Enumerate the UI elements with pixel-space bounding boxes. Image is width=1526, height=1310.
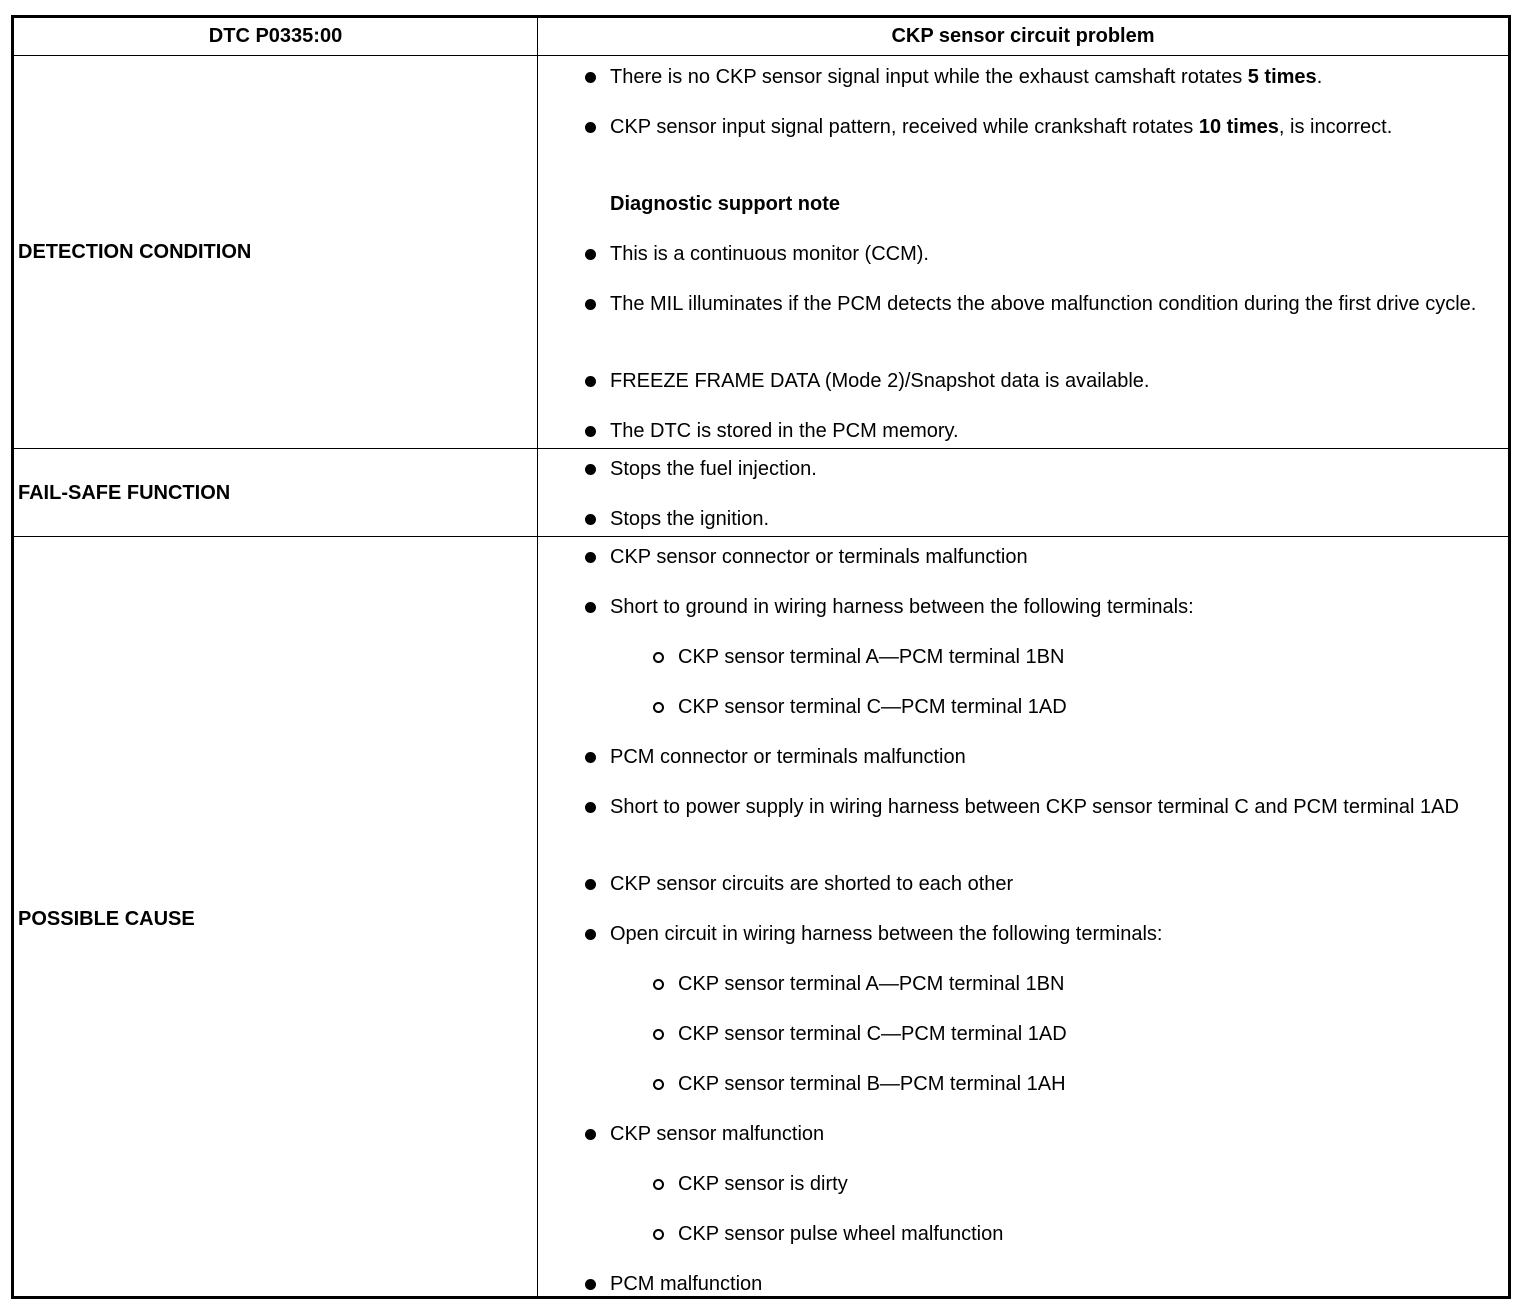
cause-label: POSSIBLE CAUSE (18, 908, 195, 930)
list-item: There is no CKP sensor signal input while the exhaust camshaft rotates 5 times. (610, 64, 1490, 91)
failsafe-label: FAIL-SAFE FUNCTION (18, 482, 231, 504)
list-item: CKP sensor malfunction (610, 1121, 1490, 1148)
header-row (14, 18, 1508, 56)
cause-label-cell (14, 537, 538, 1296)
list-item: Stops the ignition. (610, 506, 1490, 533)
sub-list-item: CKP sensor terminal C—PCM terminal 1AD (678, 694, 1478, 721)
list-item: FREEZE FRAME DATA (Mode 2)/Snapshot data is available. (610, 368, 1490, 395)
sub-list-item: CKP sensor terminal A—PCM terminal 1BN (678, 644, 1478, 671)
circle-bullet-icon (653, 702, 664, 713)
list-item: The DTC is stored in the PCM memory. (610, 418, 1490, 445)
cause-content-cell (538, 537, 1508, 1296)
failsafe-label-cell (14, 449, 538, 536)
list-item: Short to power supply in wiring harness between CKP sensor terminal C and PCM terminal 1AD (610, 794, 1490, 821)
detection-row (14, 56, 1508, 449)
bullet-icon (585, 249, 596, 260)
bullet-icon (585, 1129, 596, 1140)
sub-list-item: CKP sensor terminal A—PCM terminal 1BN (678, 971, 1478, 998)
list-item: Short to ground in wiring harness between the following terminals: (610, 594, 1490, 621)
list-item: PCM connector or terminals malfunction (610, 744, 1490, 771)
bullet-icon (585, 72, 596, 83)
bullet-icon (585, 1279, 596, 1290)
dtc-table (11, 15, 1511, 1299)
failsafe-row (14, 449, 1508, 537)
circle-bullet-icon (653, 1029, 664, 1040)
circle-bullet-icon (653, 652, 664, 663)
detection-label-cell (14, 56, 538, 448)
list-item: CKP sensor circuits are shorted to each other (610, 871, 1490, 898)
bullet-icon (585, 464, 596, 475)
bullet-icon (585, 376, 596, 387)
detection-label: DETECTION CONDITION (18, 241, 252, 263)
list-item: The MIL illuminates if the PCM detects the above malfunction condition during the first drive cycle. (610, 291, 1490, 318)
bullet-icon (585, 879, 596, 890)
sub-list-item: CKP sensor pulse wheel malfunction (678, 1221, 1478, 1248)
circle-bullet-icon (653, 1229, 664, 1240)
list-item: Stops the fuel injection. (610, 456, 1490, 483)
header-cell-dtc (14, 18, 538, 55)
bullet-icon (585, 426, 596, 437)
bullet-icon (585, 122, 596, 133)
bullet-icon (585, 299, 596, 310)
bullet-icon (585, 514, 596, 525)
list-item: PCM malfunction (610, 1271, 1490, 1298)
dtc-title: CKP sensor circuit problem (891, 25, 1155, 47)
list-item: Open circuit in wiring harness between the following terminals: (610, 921, 1490, 948)
circle-bullet-icon (653, 1079, 664, 1090)
sub-list-item: CKP sensor terminal B—PCM terminal 1AH (678, 1071, 1478, 1098)
sub-list-item: CKP sensor terminal C—PCM terminal 1AD (678, 1021, 1478, 1048)
sub-list-item: CKP sensor is dirty (678, 1171, 1478, 1198)
list-item: This is a continuous monitor (CCM). (610, 241, 1490, 268)
detection-content-cell (538, 56, 1508, 448)
list-item: CKP sensor connector or terminals malfunction (610, 544, 1490, 571)
diagnostic-note-heading: Diagnostic support note (610, 193, 840, 215)
list-item: CKP sensor input signal pattern, received while crankshaft rotates 10 times, is incorrect. (610, 114, 1490, 141)
circle-bullet-icon (653, 979, 664, 990)
dtc-code: DTC P0335:00 (208, 25, 343, 47)
circle-bullet-icon (653, 1179, 664, 1190)
header-cell-title (538, 18, 1508, 55)
bullet-icon (585, 752, 596, 763)
bullet-icon (585, 602, 596, 613)
bullet-icon (585, 929, 596, 940)
bullet-icon (585, 552, 596, 563)
failsafe-content-cell (538, 449, 1508, 536)
cause-row (14, 537, 1508, 1296)
bullet-icon (585, 802, 596, 813)
